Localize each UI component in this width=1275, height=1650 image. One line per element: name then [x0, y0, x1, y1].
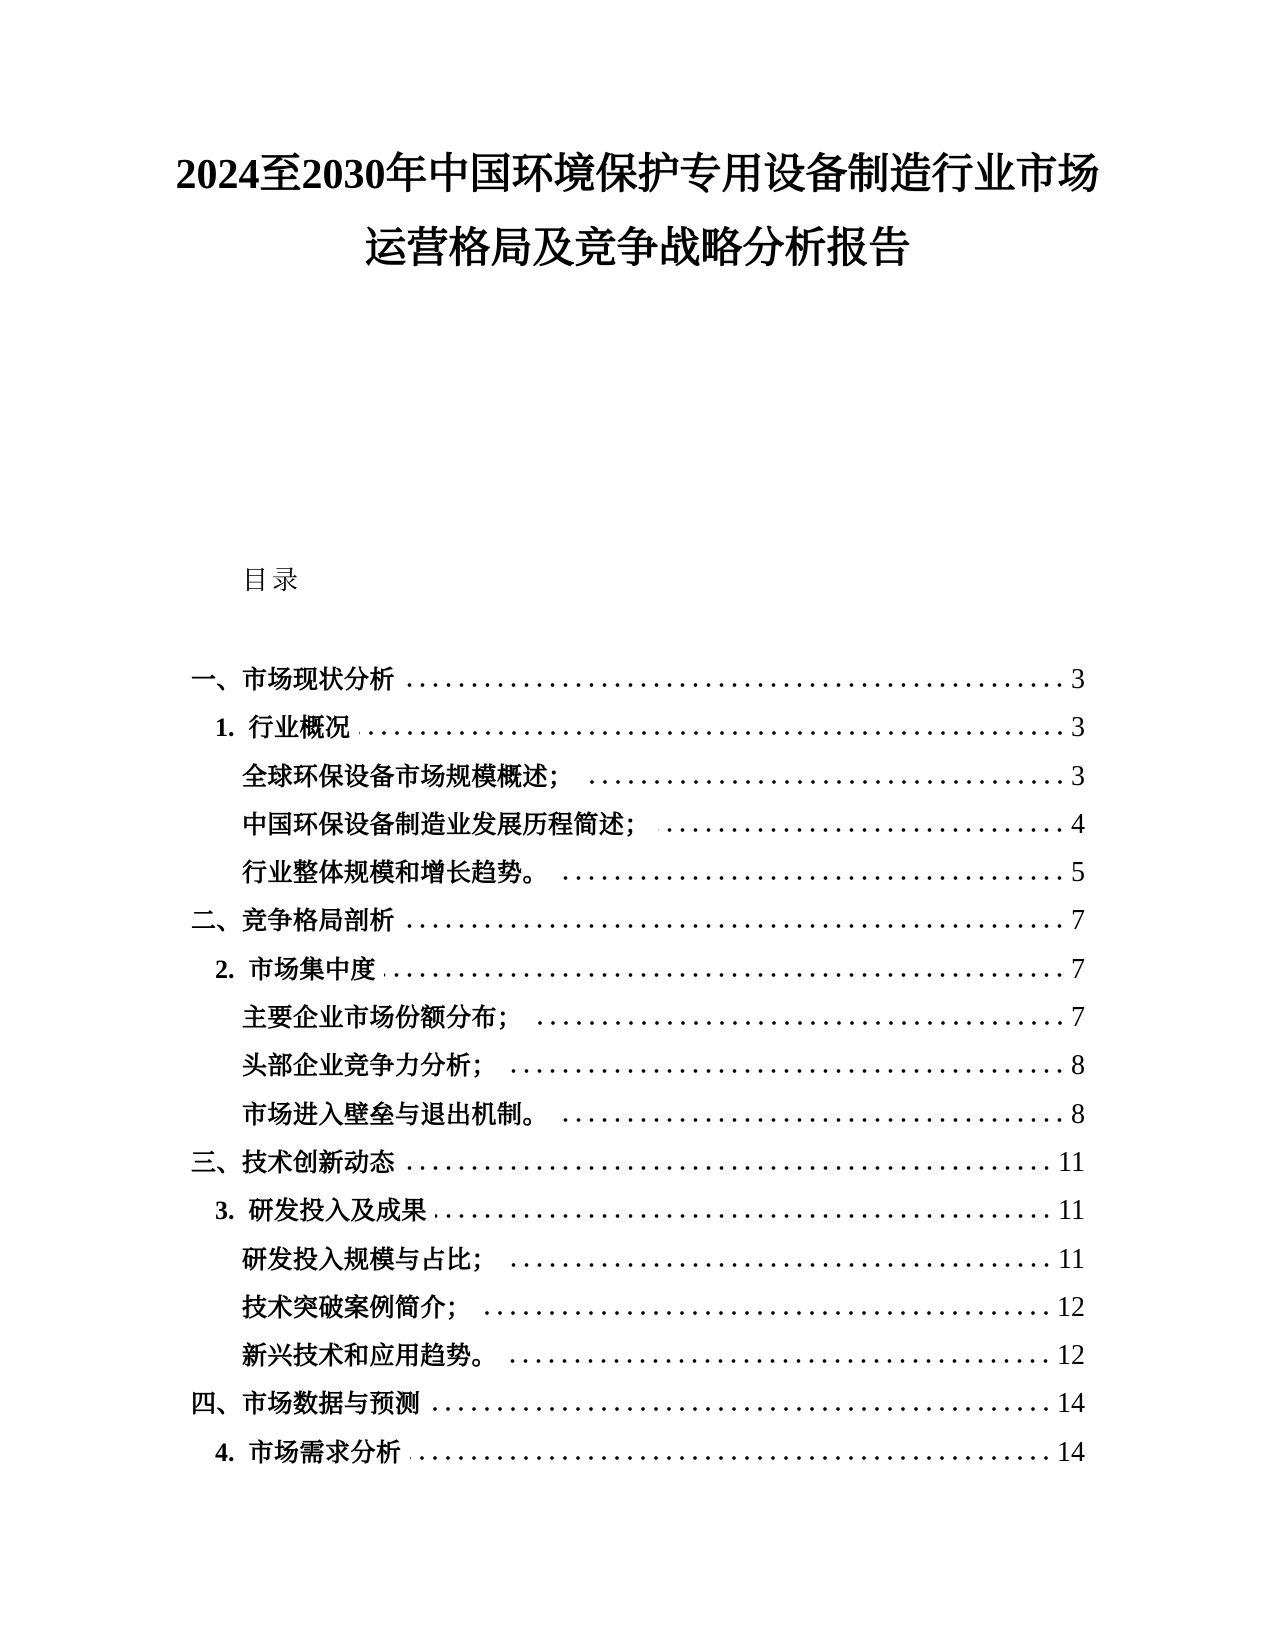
toc-entry-page: 3 [1071, 664, 1085, 695]
toc-entry-page: 7 [1071, 905, 1085, 937]
toc-entry-label: 二、竞争格局剖析 [191, 907, 396, 936]
toc-entry-label: 市场集中度 [248, 955, 377, 984]
toc-entry-page: 12 [1057, 1291, 1085, 1323]
toc-entry-label: 中国环保设备制造业发展历程简述； [242, 810, 651, 839]
toc-leader-dots [556, 875, 1066, 881]
toc-leader-dots [359, 730, 1066, 736]
toc-list [191, 656, 1085, 1477]
toc-entry-label: 一、市场现状分析 [191, 666, 396, 694]
toc-leader-dots [429, 1406, 1052, 1412]
toc-entry[interactable] [191, 1332, 1085, 1380]
toc-entry-label: 研发投入规模与占比； [242, 1245, 498, 1274]
toc-entry-label: 市场进入壁垒与退出机制。 [242, 1100, 549, 1129]
toc-leader-dots [403, 923, 1066, 929]
toc-entry-label: 三、技术创新动态 [191, 1148, 396, 1177]
toc-leader-dots [582, 779, 1066, 785]
toc-entry[interactable] [191, 1284, 1085, 1332]
toc-entry-page: 3 [1071, 712, 1085, 744]
toc-entry-page: 11 [1058, 1243, 1085, 1275]
toc-leader-dots [556, 1117, 1066, 1123]
toc-entry-page: 3 [1071, 760, 1085, 792]
toc-entry-label: 行业概况 [248, 714, 351, 743]
toc-entry-label: 全球环保设备市场规模概述； [242, 762, 574, 791]
toc-leader-dots [480, 1310, 1052, 1316]
toc-entry[interactable] [191, 1091, 1085, 1139]
toc-entry-label: 市场需求分析 [248, 1438, 402, 1467]
report-title-line-1: 2024至2030年中国环境保护专用设备制造行业市场 [175, 152, 1100, 198]
toc-entry[interactable] [191, 1380, 1085, 1428]
toc-entry[interactable] [191, 1429, 1085, 1477]
toc-entry-number: 2. [215, 954, 235, 984]
toc-leader-dots [403, 1165, 1053, 1171]
toc-entry[interactable] [191, 801, 1085, 849]
toc-entry[interactable] [191, 1187, 1085, 1235]
toc-entry[interactable] [191, 1236, 1085, 1284]
toc-entry-page: 8 [1071, 1050, 1085, 1082]
toc-entry[interactable] [191, 897, 1085, 945]
toc-leader-dots [531, 1020, 1066, 1026]
toc-entry-page: 14 [1057, 1436, 1085, 1468]
toc-entry[interactable] [191, 656, 1085, 704]
toc-entry-label: 研发投入及成果 [248, 1197, 428, 1226]
toc-entry-label: 主要企业市场份额分布； [242, 1004, 523, 1033]
toc-leader-dots [658, 827, 1066, 833]
toc-leader-dots [505, 1262, 1053, 1268]
toc-entry-label: 头部企业竞争力分析； [242, 1052, 498, 1081]
toc-entry-number: 1. [215, 713, 235, 743]
toc-leader-dots [435, 1213, 1053, 1219]
toc-leader-dots [403, 682, 1066, 688]
toc-entry-label: 行业整体规模和增长趋势。 [242, 859, 549, 888]
toc-entry-page: 5 [1071, 857, 1085, 889]
toc-entry-page: 7 [1071, 1002, 1085, 1034]
toc-entry[interactable] [191, 704, 1085, 752]
toc-entry-page: 12 [1057, 1340, 1085, 1372]
toc-heading: 目录 [242, 566, 303, 595]
toc-entry-label: 四、市场数据与预测 [191, 1390, 421, 1419]
toc-entry-label: 新兴技术和应用趋势。 [242, 1342, 498, 1371]
toc-entry-page: 11 [1058, 1195, 1085, 1227]
toc-entry-label: 技术突破案例简介； [242, 1293, 472, 1322]
toc-entry-page: 14 [1057, 1388, 1085, 1420]
toc-leader-dots [410, 1455, 1052, 1461]
toc-entry-page: 7 [1071, 953, 1085, 985]
toc-entry-number: 4. [215, 1437, 235, 1467]
toc-entry-page: 11 [1058, 1146, 1085, 1178]
toc-leader-dots [505, 1358, 1052, 1364]
toc-entry-page: 8 [1071, 1098, 1085, 1130]
toc-entry[interactable] [191, 753, 1085, 801]
toc-leader-dots [505, 1068, 1066, 1074]
toc-entry[interactable] [191, 1139, 1085, 1187]
report-title-line-2: 运营格局及竞争战略分析报告 [364, 226, 911, 272]
toc-leader-dots [384, 972, 1066, 978]
toc-entry-page: 4 [1071, 808, 1085, 840]
report-title [0, 138, 1275, 286]
toc-entry[interactable] [191, 946, 1085, 994]
toc-entry[interactable] [191, 849, 1085, 897]
toc-entry-number: 3. [215, 1196, 235, 1226]
toc-entry[interactable] [191, 994, 1085, 1042]
toc-entry[interactable] [191, 1042, 1085, 1090]
